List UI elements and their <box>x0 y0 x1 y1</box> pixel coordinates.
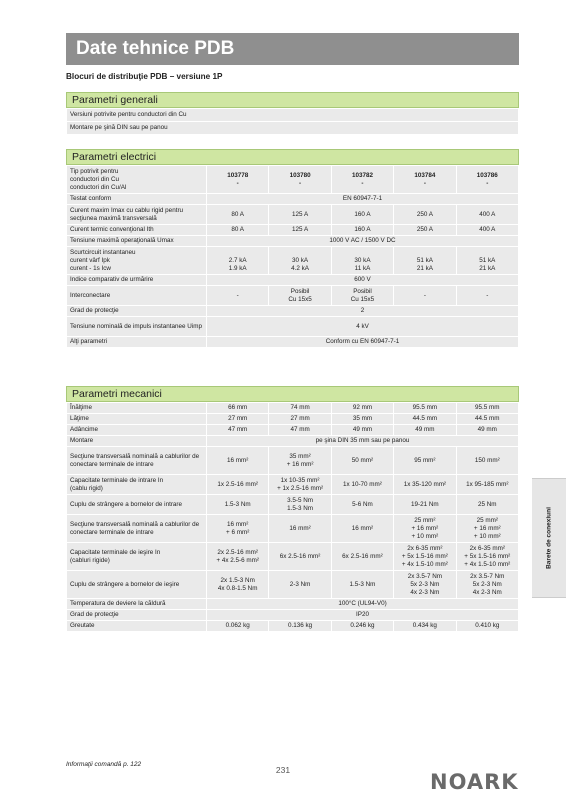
table-row <box>67 621 519 632</box>
cell-value: 95 mm² <box>394 447 456 475</box>
row-value: 4 kV <box>207 317 519 337</box>
cell-value: 49 mm <box>456 425 518 436</box>
table-row <box>67 236 519 247</box>
row-value: 100°C (UL94-V0) <box>207 599 519 610</box>
page-header <box>66 33 519 65</box>
electric-section <box>66 149 519 348</box>
cell-value: 95.5 mm <box>394 403 456 414</box>
page-number: 231 <box>275 765 291 775</box>
cell-value: 49 mm <box>394 425 456 436</box>
cell-value: 27 mm <box>269 414 331 425</box>
table-row <box>67 515 519 543</box>
cell-value: 2x 6-35 mm² + 5x 1.5-16 mm² + 4x 1.5-10 mm² <box>394 543 456 571</box>
electric-title: Parametri electrici <box>66 149 519 165</box>
mechanic-title: Parametri mecanici <box>66 386 519 402</box>
electric-table <box>66 165 519 348</box>
cell-value: 30 kA 11 kA <box>331 247 393 275</box>
side-tab[interactable] <box>532 478 566 598</box>
cell-value: - <box>207 286 269 306</box>
cell-value: 49 mm <box>331 425 393 436</box>
row-label: Montare <box>67 436 207 447</box>
cell-value: 25 mm² + 16 mm² + 10 mm² <box>456 515 518 543</box>
cell-value: 5-6 Nm <box>331 495 393 515</box>
table-row <box>67 599 519 610</box>
general-row: Versiuni potrivite pentru conductori din Cu <box>67 109 519 122</box>
cell-value: 103782 - <box>331 166 393 194</box>
table-row <box>67 247 519 275</box>
cell-value: 0.136 kg <box>269 621 331 632</box>
cell-value: 2x 2.5-16 mm² + 4x 2.5-6 mm² <box>207 543 269 571</box>
cell-value: Posibil Cu 15x5 <box>331 286 393 306</box>
table-row <box>67 317 519 337</box>
table-row <box>67 403 519 414</box>
row-label: Scurtcircuit instantaneu curent vârf Ipk curent - 1s Icw <box>67 247 207 275</box>
cell-value: 400 A <box>456 205 518 225</box>
row-value: IP20 <box>207 610 519 621</box>
cell-value: 103778 - <box>207 166 269 194</box>
cell-value: 80 A <box>207 225 269 236</box>
cell-value: 6x 2.5-16 mm² <box>331 543 393 571</box>
table-row <box>67 275 519 286</box>
table-row <box>67 425 519 436</box>
cell-value: 35 mm <box>331 414 393 425</box>
row-value: Conform cu EN 60947-7-1 <box>207 337 519 348</box>
row-label: Cuplu de strângere a bornelor de intrare <box>67 495 207 515</box>
cell-value: 74 mm <box>269 403 331 414</box>
cell-value: - <box>456 286 518 306</box>
mechanic-table <box>66 402 519 632</box>
cell-value: 47 mm <box>269 425 331 436</box>
cell-value: 30 kA 4.2 kA <box>269 247 331 275</box>
table-row <box>67 447 519 475</box>
table-row <box>67 414 519 425</box>
row-value: 2 <box>207 306 519 317</box>
cell-value: 16 mm² <box>331 515 393 543</box>
general-title: Parametri generali <box>66 92 519 108</box>
general-table <box>66 108 519 135</box>
row-label: Secţiune transversală nominală a cablurilor de conectare terminale de intrare <box>67 515 207 543</box>
row-label: Capacitate terminale de ieşire In (cabluri rigide) <box>67 543 207 571</box>
cell-value: 103784 - <box>394 166 456 194</box>
row-label: Grad de protecţie <box>67 610 207 621</box>
cell-value: 160 A <box>331 225 393 236</box>
cell-value: 95.5 mm <box>456 403 518 414</box>
row-label: Tensiune maximă operaţională Umax <box>67 236 207 247</box>
cell-value: 1x 35-120 mm² <box>394 475 456 495</box>
cell-value: 1x 10-35 mm² + 1x 2.5-16 mm² <box>269 475 331 495</box>
row-label: Secţiune transversală nominală a cablurilor de conectare terminale de intrare <box>67 447 207 475</box>
cell-value: 47 mm <box>207 425 269 436</box>
cell-value: 2.7 kA 1.9 kA <box>207 247 269 275</box>
cell-value: 250 A <box>394 225 456 236</box>
cell-value: 16 mm² + 6 mm² <box>207 515 269 543</box>
general-row: Montare pe şină DIN sau pe panou <box>67 122 519 135</box>
table-row <box>67 495 519 515</box>
cell-value: 1.5-3 Nm <box>207 495 269 515</box>
row-label: Curent maxim Imax cu cablu rigid pentru secţiunea maximă transversală <box>67 205 207 225</box>
table-row <box>67 286 519 306</box>
page-subtitle: Blocuri de distribuţie PDB – versiune 1P <box>66 72 223 81</box>
table-row <box>67 610 519 621</box>
cell-value: 3.5-5 Nm 1.5-3 Nm <box>269 495 331 515</box>
cell-value: 2-3 Nm <box>269 571 331 599</box>
cell-value: 25 Nm <box>456 495 518 515</box>
cell-value: 92 mm <box>331 403 393 414</box>
cell-value: 80 A <box>207 205 269 225</box>
row-label: Lăţime <box>67 414 207 425</box>
cell-value: 6x 2.5-16 mm² <box>269 543 331 571</box>
table-row <box>67 306 519 317</box>
cell-value: 0.434 kg <box>394 621 456 632</box>
cell-value: 35 mm² + 16 mm² <box>269 447 331 475</box>
cell-value: 66 mm <box>207 403 269 414</box>
table-row <box>67 225 519 236</box>
row-label: Alţi parametri <box>67 337 207 348</box>
row-label: Adâncime <box>67 425 207 436</box>
general-section <box>66 92 519 135</box>
cell-value: 16 mm² <box>269 515 331 543</box>
table-row <box>67 543 519 571</box>
cell-value: 150 mm² <box>456 447 518 475</box>
cell-value: 44.5 mm <box>394 414 456 425</box>
cell-value: 51 kA 21 kA <box>394 247 456 275</box>
cell-value: 400 A <box>456 225 518 236</box>
cell-value: 1x 10-70 mm² <box>331 475 393 495</box>
row-label: Grad de protecţie <box>67 306 207 317</box>
cell-value: 1x 95-185 mm² <box>456 475 518 495</box>
cell-value: 2x 6-35 mm² + 5x 1.5-16 mm² + 4x 1.5-10 mm² <box>456 543 518 571</box>
cell-value: 51 kA 21 kA <box>456 247 518 275</box>
row-value: 600 V <box>207 275 519 286</box>
table-row <box>67 122 519 135</box>
cell-value: 2x 1.5-3 Nm 4x 0.8-1.5 Nm <box>207 571 269 599</box>
row-label: Capacitate terminale de intrare In (cablu rigid) <box>67 475 207 495</box>
row-value: 1000 V AC / 1500 V DC <box>207 236 519 247</box>
row-label: Indice comparativ de urmărire <box>67 275 207 286</box>
page-title: Date tehnice PDB <box>76 38 235 59</box>
cell-value: 103786 - <box>456 166 518 194</box>
cell-value: 250 A <box>394 205 456 225</box>
table-row <box>67 194 519 205</box>
cell-value: 0.410 kg <box>456 621 518 632</box>
cell-value: 103780 - <box>269 166 331 194</box>
cell-value: 160 A <box>331 205 393 225</box>
cell-value: 50 mm² <box>331 447 393 475</box>
cell-value: 2x 3.5-7 Nm 5x 2-3 Nm 4x 2-3 Nm <box>456 571 518 599</box>
row-value: EN 60947-7-1 <box>207 194 519 205</box>
row-label: Testat conform <box>67 194 207 205</box>
cell-value: 2x 3.5-7 Nm 5x 2-3 Nm 4x 2-3 Nm <box>394 571 456 599</box>
cell-value: 0.062 kg <box>207 621 269 632</box>
cell-value: 125 A <box>269 205 331 225</box>
cell-value: 25 mm² + 16 mm² + 10 mm² <box>394 515 456 543</box>
row-label: Tip potrivit pentru conductori din Cu conductori din Cu/Al <box>67 166 207 194</box>
side-tab-label: Barete de conexiuni <box>545 507 553 569</box>
row-label: Temperatura de deviere la căldură <box>67 599 207 610</box>
table-row <box>67 205 519 225</box>
mechanic-section <box>66 386 519 632</box>
row-label: Greutate <box>67 621 207 632</box>
row-label: Tensiune nominală de impuls instantanee Uimp <box>67 317 207 337</box>
row-value: pe şina DIN 35 mm sau pe panou <box>207 436 519 447</box>
table-row <box>67 337 519 348</box>
cell-value: Posibil Cu 15x5 <box>269 286 331 306</box>
table-row <box>67 166 519 194</box>
row-label: Înălţime <box>67 403 207 414</box>
cell-value: 16 mm² <box>207 447 269 475</box>
table-row <box>67 571 519 599</box>
table-row <box>67 436 519 447</box>
cell-value: 1x 2.5-16 mm² <box>207 475 269 495</box>
cell-value: 19-21 Nm <box>394 495 456 515</box>
cell-value: 1.5-3 Nm <box>331 571 393 599</box>
cell-value: 44.5 mm <box>456 414 518 425</box>
row-label: Cuplu de strângere a bornelor de ieşire <box>67 571 207 599</box>
table-row <box>67 475 519 495</box>
row-label: Interconectare <box>67 286 207 306</box>
row-label: Curent termic convenţional Ith <box>67 225 207 236</box>
cell-value: 0.246 kg <box>331 621 393 632</box>
cell-value: - <box>394 286 456 306</box>
noark-logo: NOARK <box>430 770 519 794</box>
cell-value: 125 A <box>269 225 331 236</box>
order-info-note: Informaţii comandă p. 122 <box>66 761 142 768</box>
table-row <box>67 109 519 122</box>
cell-value: 27 mm <box>207 414 269 425</box>
